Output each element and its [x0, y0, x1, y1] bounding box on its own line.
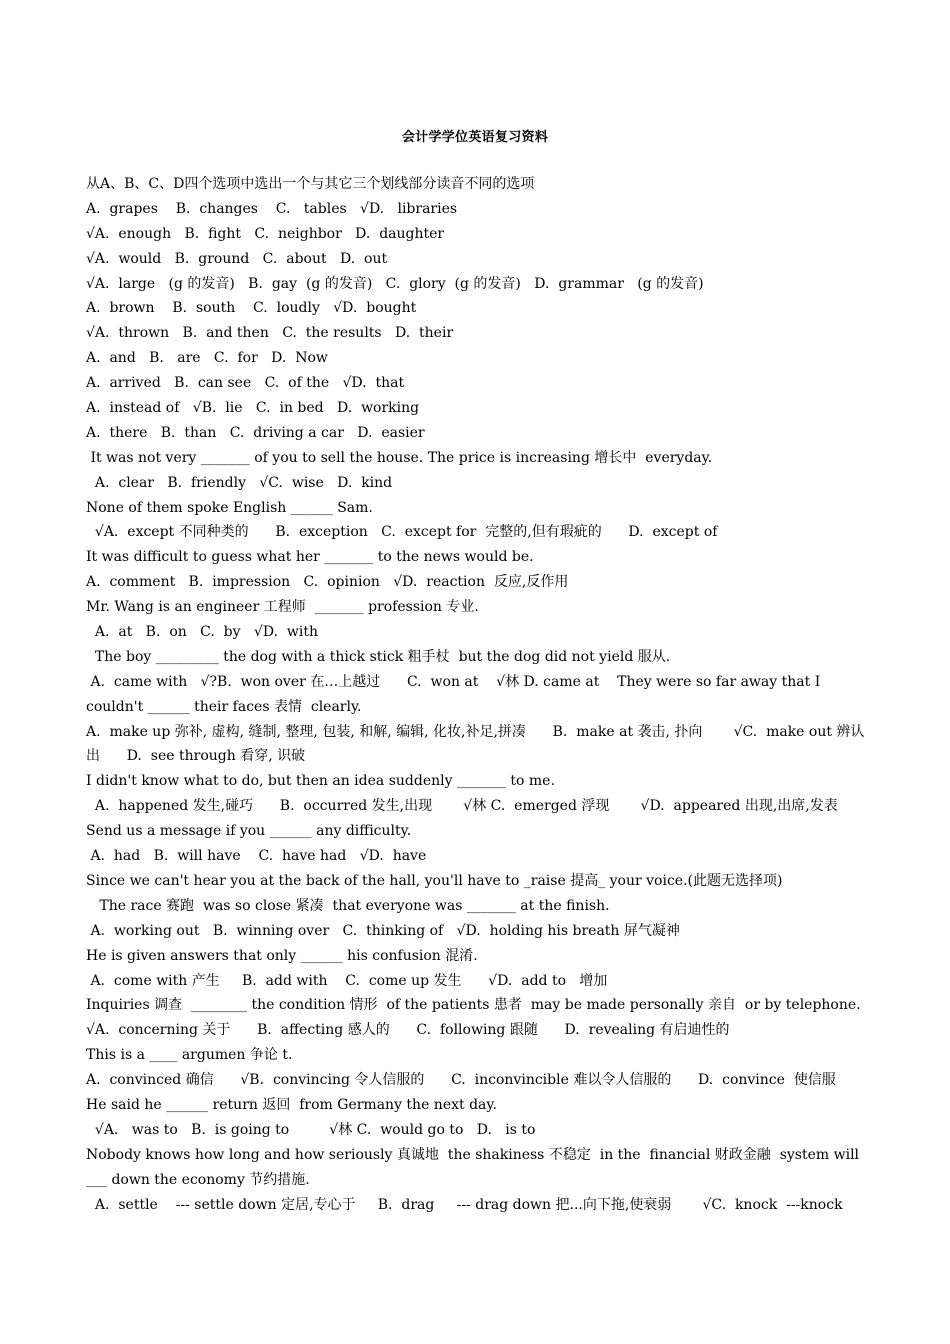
document-line: Send us a message if you ______ any difficulty.	[86, 823, 412, 840]
document-line: The race 赛跑 was so close 紧凑 that everyone was _______ at the finish.	[86, 897, 610, 914]
document-line: A. arrived B. can see C. of the √D. that	[86, 375, 405, 392]
document-line: √A. was to B. is going to √林 C. would go to D. is to	[86, 1121, 536, 1138]
document-line: A. had B. will have C. have had √D. have	[86, 848, 427, 865]
document-line: A. happened 发生,碰巧 B. occurred 发生,出现 √林 C. emerged 浮现 √D. appeared 出现,出席,发表	[86, 798, 838, 815]
document-line: Nobody knows how long and how seriously 真诚地 the shakiness 不稳定 in the financial 财政金融 system will	[86, 1146, 860, 1163]
document-line: A. grapes B. changes C. tables √D. libraries	[86, 200, 458, 217]
document-line: √A. thrown B. and then C. the results D. their	[86, 325, 454, 342]
document-line: √A. except 不同种类的 B. exception C. except for 完整的,但有瑕疵的 D. except of	[86, 524, 718, 541]
document-line: √A. would B. ground C. about D. out	[86, 250, 388, 267]
document-line: A. comment B. impression C. opinion √D. reaction 反应,反作用	[86, 574, 569, 591]
document-line: A. brown B. south C. loudly √D. bought	[86, 300, 417, 317]
document-line: A. and B. are C. for D. Now	[86, 350, 328, 367]
document-line: Mr. Wang is an engineer 工程师 _______ profession 专业.	[86, 599, 479, 616]
document-line: A. convinced 确信 √B. convincing 令人信服的 C. inconvincible 难以令人信服的 D. convince 使信服	[86, 1072, 836, 1089]
document-title: 会计学学位英语复习资料	[401, 130, 549, 145]
document-line: He said he ______ return 返回 from Germany the next day.	[86, 1096, 497, 1113]
document-line: A. working out B. winning over C. thinking of √D. holding his breath 屏气凝神	[86, 922, 680, 939]
document-line: ___ down the economy 节约措施.	[86, 1171, 310, 1188]
document-line: A. came with √?B. won over 在…上越过 C. won at √林 D. came at They were so far away that I	[86, 673, 821, 690]
document-line: 出 D. see through 看穿, 识破	[86, 748, 306, 765]
document-line: None of them spoke English ______ Sam.	[86, 499, 373, 516]
document-line: √A. enough B. fight C. neighbor D. daughter	[86, 225, 445, 242]
document-line: I didn't know what to do, but then an idea suddenly _______ to me.	[86, 773, 555, 790]
document-line: couldn't ______ their faces 表情 clearly.	[86, 698, 362, 715]
document-line: A. clear B. friendly √C. wise D. kind	[86, 474, 393, 491]
document-line: The boy _________ the dog with a thick stick 粗手杖 but the dog did not yield 服从.	[86, 648, 671, 665]
document-line: A. there B. than C. driving a car D. easier	[86, 424, 425, 441]
document-line: A. at B. on C. by √D. with	[86, 624, 319, 641]
document-line: √A. concerning 关于 B. affecting 感人的 C. following 跟随 D. revealing 有启迪性的	[86, 1022, 730, 1039]
document-line: 从A、B、C、D四个选项中选出一个与其它三个划线部分读音不同的选项	[86, 176, 535, 192]
document-line: He is given answers that only ______ his confusion 混淆.	[86, 947, 478, 964]
document-line: Inquiries 调查 ________ the condition 情形 of the patients 患者 may be made personally 亲自 or by telephone.	[86, 997, 861, 1014]
document-line: A. come with 产生 B. add with C. come up 发生 √D. add to 增加	[86, 972, 608, 989]
document-line: A. instead of √B. lie C. in bed D. working	[86, 400, 420, 417]
document-body	[86, 172, 881, 1217]
document-line: √A. large (g 的发音) B. gay (g 的发音) C. glory (g 的发音) D. grammar (g 的发音)	[86, 275, 704, 292]
document-line: Since we can't hear you at the back of the hall, you'll have to _raise 提高_ your voice.(此题无选择项)	[86, 872, 783, 889]
document-line: It was difficult to guess what her _______ to the news would be.	[86, 549, 534, 566]
document-line: It was not very _______ of you to sell the house. The price is increasing 增长中 everyday.	[86, 449, 713, 466]
document-line: A. make up 弥补, 虚构, 缝制, 整理, 包装, 和解, 编辑, 化妆,补足,拼凑 B. make at 袭击, 扑向 √C. make out 辨认	[86, 723, 865, 740]
document-line: A. settle --- settle down 定居,专心于 B. drag --- drag down 把...向下拖,使衰弱 √C. knock ---knock	[86, 1196, 843, 1213]
document-line: This is a ____ argumen 争论 t.	[86, 1047, 293, 1064]
